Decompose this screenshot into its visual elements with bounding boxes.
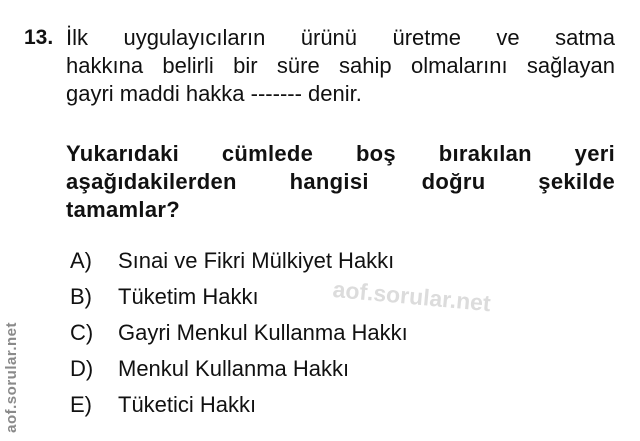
option-c-letter: C) (70, 320, 94, 345)
prompt-line-2: aşağıdakilerden hangisi doğru şekilde (66, 169, 615, 194)
option-d (70, 355, 590, 391)
option-d-letter: D) (70, 356, 94, 381)
option-a (70, 247, 590, 283)
prompt-line-1: Yukarıdaki cümlede boş bırakılan yeri (66, 141, 615, 166)
option-a-letter: A) (70, 248, 92, 273)
option-c (70, 319, 590, 355)
option-b-letter: B) (70, 284, 92, 309)
option-b (70, 283, 590, 319)
watermark-center: aof.sorular.net (331, 276, 492, 317)
option-e (70, 391, 590, 427)
question-prompt (66, 140, 615, 224)
prompt-line-3: tamamlar? (66, 197, 180, 222)
option-d-text: Menkul Kullanma Hakkı (118, 356, 350, 381)
watermark-left-vertical: aof.sorular.net (3, 322, 20, 433)
options-list (70, 247, 590, 427)
stem-line-3: gayri maddi hakka ------- denir. (66, 81, 362, 106)
option-a-text: Sınai ve Fikri Mülkiyet Hakkı (118, 248, 395, 273)
question-number: 13. (24, 26, 54, 49)
stem-line-2: hakkına belirli bir süre sahip olmalarını sağlayan (66, 53, 615, 78)
option-c-text: Gayri Menkul Kullanma Hakkı (118, 320, 408, 345)
option-b-text: Tüketim Hakkı (118, 284, 259, 309)
question-stem (66, 24, 615, 108)
option-e-letter: E) (70, 392, 92, 417)
stem-line-1: İlk uygulayıcıların ürünü üretme ve satma (66, 25, 615, 50)
option-e-text: Tüketici Hakkı (118, 392, 257, 417)
